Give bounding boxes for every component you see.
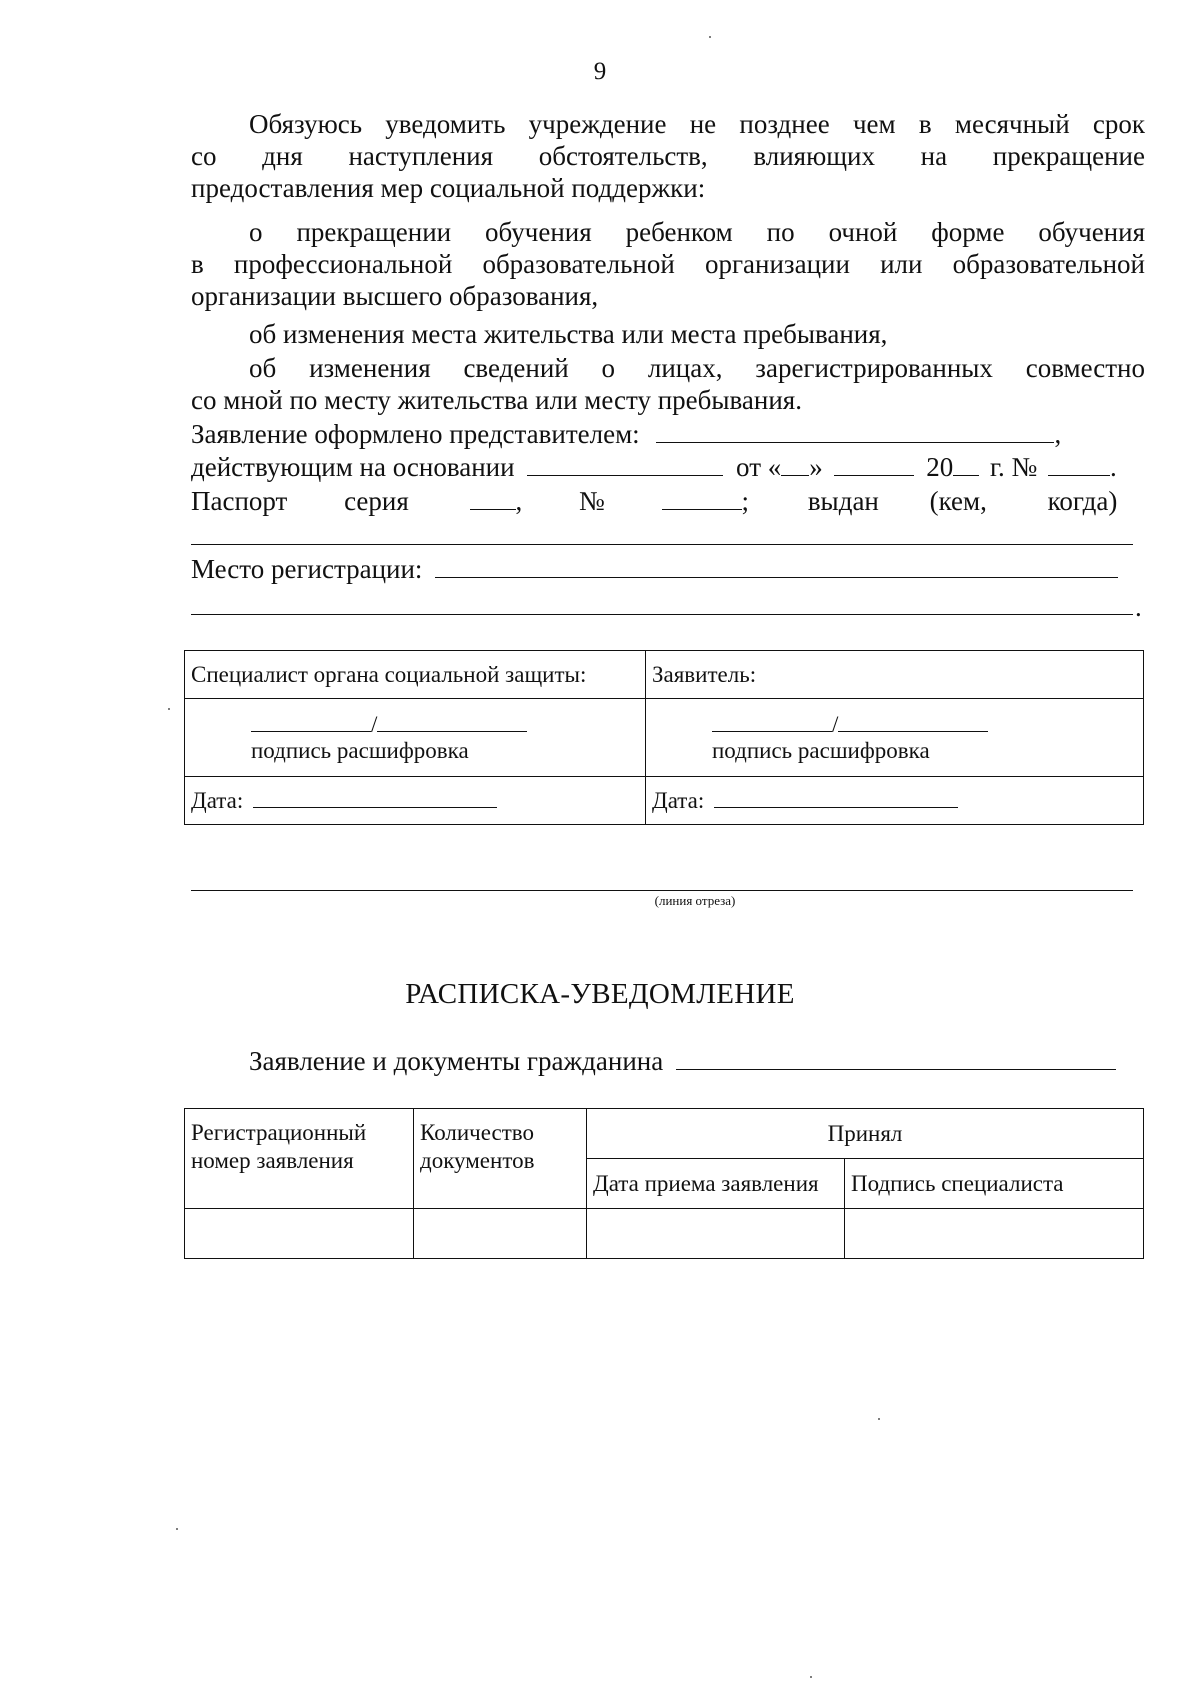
basis-day-field[interactable] <box>781 453 809 476</box>
cell-specialist-signature[interactable] <box>845 1209 1144 1259</box>
cut-line-label: (линия отреза) <box>654 893 736 908</box>
representative-field[interactable] <box>656 420 1054 443</box>
specialist-slash: / <box>371 712 378 737</box>
signature-table <box>184 650 1144 825</box>
applicant-header: Заявитель: <box>646 651 1144 699</box>
specialist-name-field[interactable] <box>377 711 527 732</box>
header-date-received: Дата приема заявления <box>587 1159 845 1209</box>
receipt-table <box>184 1108 1144 1259</box>
passport-issuer-line[interactable] <box>191 544 1133 545</box>
applicant-signature-field[interactable] <box>712 711 832 732</box>
obligation-paragraph <box>191 108 1145 204</box>
passport-number-sign: № <box>579 486 605 516</box>
cell-reg-number[interactable] <box>185 1209 414 1259</box>
basis-document-field[interactable] <box>527 453 723 476</box>
cut-line <box>191 890 1133 891</box>
header-reg-number: Регистрационный номер заявления <box>185 1109 414 1209</box>
passport-by-whom-label: (кем, <box>929 486 987 516</box>
applicant-signature-caption: подпись расшифровка <box>712 738 930 763</box>
applicant-name-field[interactable] <box>838 711 988 732</box>
scan-speck <box>176 1528 178 1530</box>
passport-issued-label: выдан <box>807 486 879 516</box>
basis-row <box>191 451 1145 483</box>
specialist-date-cell <box>185 777 646 825</box>
specialist-date-field[interactable] <box>253 787 497 808</box>
basis-close-quote: » <box>809 452 823 482</box>
scan-speck <box>810 1676 812 1678</box>
passport-semicolon: ; <box>741 486 750 516</box>
item2-line: об изменения места жительства или места пребывания, <box>249 319 888 349</box>
item1-line-3: организации высшего образования, <box>191 281 599 311</box>
item-termination-of-study <box>191 216 1145 312</box>
passport-when-label: когда) <box>1047 486 1118 516</box>
basis-label: действующим на основании <box>191 452 515 482</box>
page-number: 9 <box>593 58 607 85</box>
obligation-line-1: Обязуюсь уведомить учреждение не позднее чем в месячный срок <box>249 109 1145 139</box>
header-doc-count: Количество документов <box>414 1109 587 1209</box>
specialist-signature-field[interactable] <box>251 711 371 732</box>
header-specialist-signature: Подпись специалиста <box>845 1159 1144 1209</box>
specialist-date-label: Дата: <box>191 788 244 813</box>
basis-month-field[interactable] <box>834 453 914 476</box>
representative-row <box>191 418 1145 450</box>
basis-number-field[interactable] <box>1048 453 1110 476</box>
item3-line-1: об изменения сведений о лицах, зарегистрированных совместно <box>249 353 1145 383</box>
registration-field-line-2[interactable] <box>191 614 1133 615</box>
scan-speck <box>878 1418 880 1420</box>
basis-year-prefix: 20 <box>926 452 954 482</box>
applicant-date-label: Дата: <box>652 788 705 813</box>
item1-line-2: в профессиональной образовательной организации или образовательной <box>191 249 1145 279</box>
item-change-of-residence <box>191 318 1145 350</box>
cell-doc-count[interactable] <box>414 1209 587 1259</box>
passport-series-label: серия <box>344 486 409 516</box>
scan-speck <box>168 708 170 710</box>
registration-label: Место регистрации: <box>191 554 423 584</box>
passport-series-field[interactable] <box>470 487 516 510</box>
item-change-of-registered-persons <box>191 352 1145 416</box>
receipt-title: РАСПИСКА-УВЕДОМЛЕНИЕ <box>405 978 795 1010</box>
basis-year-field[interactable] <box>953 453 979 476</box>
passport-row <box>191 485 1145 517</box>
registration-end: . <box>1135 592 1142 622</box>
basis-number-label: г. № <box>990 452 1038 482</box>
specialist-signature-cell <box>185 699 646 777</box>
registration-row <box>191 553 1145 585</box>
applicant-date-field[interactable] <box>714 787 958 808</box>
receipt-intro-row <box>191 1045 1145 1077</box>
item3-line-2: со мной по месту жительства или месту пребывания. <box>191 385 802 415</box>
representative-label: Заявление оформлено представителем: <box>191 419 640 449</box>
passport-comma: , <box>515 486 523 516</box>
representative-comma: , <box>1054 419 1062 449</box>
applicant-signature-cell <box>646 699 1144 777</box>
citizen-name-field[interactable] <box>676 1047 1116 1070</box>
passport-number-field[interactable] <box>662 487 742 510</box>
item1-line-1: о прекращении обучения ребенком по очной форме обучения <box>249 217 1145 247</box>
basis-from-label: от « <box>736 452 782 482</box>
applicant-slash: / <box>832 712 839 737</box>
specialist-header: Специалист органа социальной защиты: <box>185 651 646 699</box>
scan-speck <box>709 36 711 38</box>
passport-label: Паспорт <box>191 486 288 516</box>
obligation-line-2: со дня наступления обстоятельств, влияющих на прекращение <box>191 141 1145 171</box>
obligation-line-3: предоставления мер социальной поддержки: <box>191 173 706 203</box>
registration-field[interactable] <box>435 555 1118 578</box>
header-accepted: Принял <box>587 1109 1144 1159</box>
receipt-intro-label: Заявление и документы гражданина <box>249 1046 664 1076</box>
cell-date-received[interactable] <box>587 1209 845 1259</box>
applicant-date-cell <box>646 777 1144 825</box>
specialist-signature-caption: подпись расшифровка <box>251 738 469 763</box>
basis-end: . <box>1110 452 1117 482</box>
